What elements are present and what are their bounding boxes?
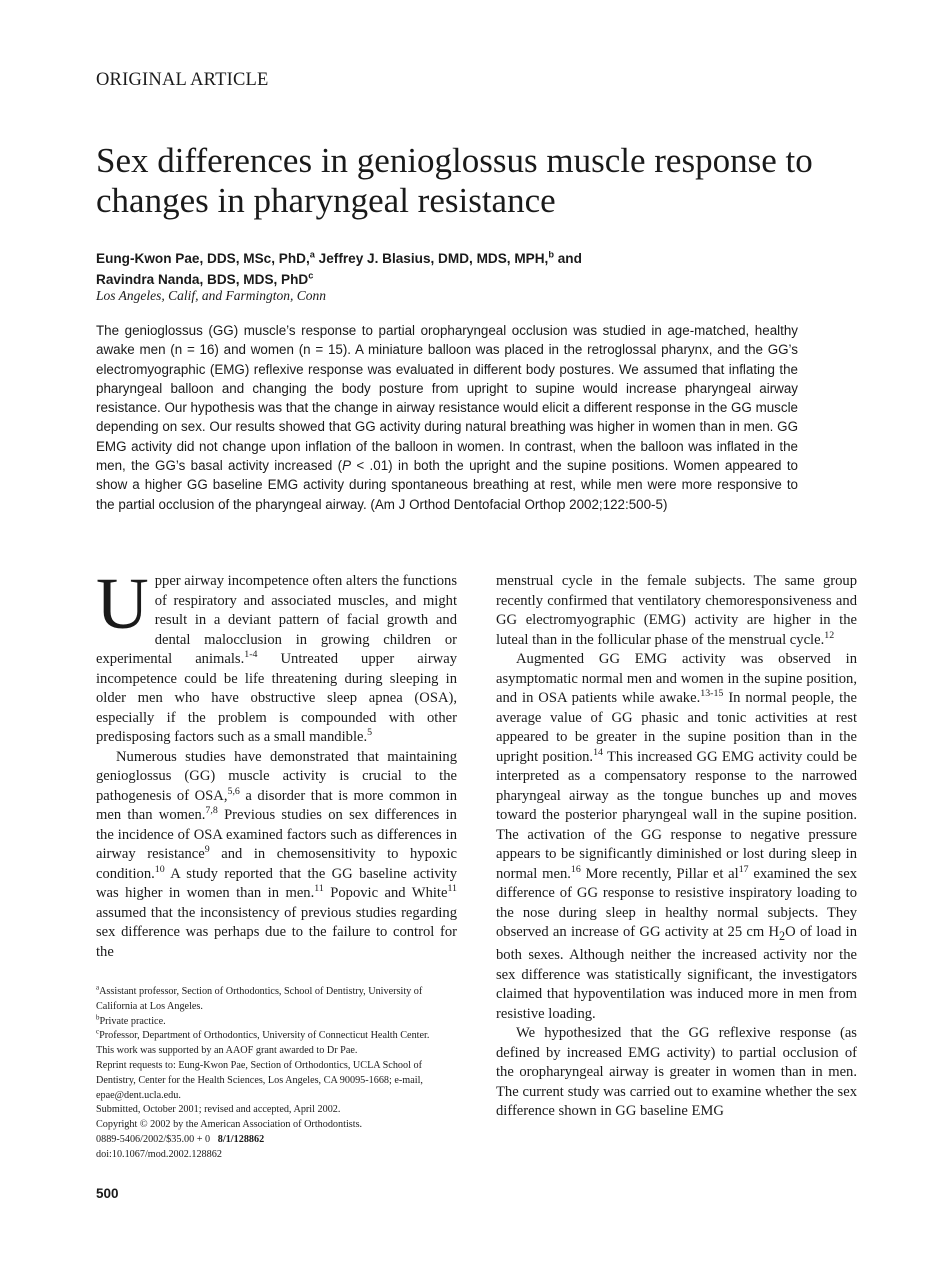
paragraph-text: and in chemosensitivity to hypoxic condition. [96, 846, 458, 882]
footnote-mark: a [96, 984, 100, 992]
author-blasius[interactable]: Jeffrey J. Blasius, DMD, MDS, MPH, [318, 251, 549, 266]
footnote-mark: b [96, 1014, 100, 1022]
body-paragraph [96, 563, 458, 748]
issn-text: 0889-5406/2002/$35.00 + 0 [96, 1133, 211, 1145]
paragraph-text: This increased GG EMG activity could be interpreted as a compensatory response to the narrowed pharyngeal airway as the tongue bunches up and moves toward the posterior pharyngeal wall in the supine position. The activation of the GG response to negative pressure appears to be significantly diminished or lost during sleep in normal men. [496, 748, 858, 882]
doi-line[interactable]: doi:10.1067/mod.2002.128862 [96, 1148, 222, 1160]
footnote-text: Assistant professor, Section of Orthodontics, School of Dentistry, University of California at Los Angeles. [96, 986, 423, 1012]
paragraph-text: Numerous studies have demonstrated that maintaining genioglossus (GG) muscle activity is crucial to the pathogenesis of OSA, [96, 748, 457, 804]
body-paragraph [496, 1024, 857, 1122]
abstract-text: The genioglossus (GG) muscle’s response to partial oropharyngeal occlusion was studied in age-matched, healthy awake men (n = 16) and women (n = 15). A miniature balloon was placed in the retroglossal pharynx, and the GG’s electromyographic (EMG) reflexive response was evaluated in different body postures. We assumed that inflating the pharyngeal balloon and changing the body posture from upright to supine would increase pharyngeal airway resistance. Our hypothesis was that the change in airway resistance would elicit a different response in the GG muscle depending on sex. Our results showed that GG activity during natural breathing was higher in women than in men. GG EMG activity did not change upon inflation of the balloon in women. In contrast, when the balloon was inflated in the men, the GG’s basal activity increased ( [96, 323, 798, 474]
footnote-a [96, 985, 458, 1015]
article-title: Sex differences in genioglossus muscle response to changes in pharyngeal resistance [96, 141, 813, 220]
author-nanda[interactable]: Ravindra Nanda, BDS, MDS, PhD [96, 272, 309, 287]
author-affiliation-mark: a [309, 249, 315, 260]
drop-cap: U [96, 563, 149, 644]
citation-ref[interactable]: 5 [367, 727, 373, 739]
section-label: ORIGINAL ARTICLE [96, 70, 269, 90]
body-paragraph [496, 650, 857, 1024]
paragraph-text: pper airway incompetence often alters the functions of respiratory and associated muscles, and might result in a deviant pattern of facial growth and dental malocclusion in growing children or experimental animals. [96, 573, 458, 667]
copyright-note: Copyright © 2002 by the American Association of Orthodontists. [96, 1119, 363, 1131]
author-conjunction: and [557, 251, 582, 266]
body-column-right [496, 572, 857, 1122]
paragraph-text: Untreated upper airway incompetence could be life threatening during sleeping in older men who have obstructive sleep apnea (OSA), especially if the problem is compounded with other predisposing factors such as a small mandible. [96, 651, 457, 745]
issn-line [96, 1133, 458, 1148]
footnote-mark: c [96, 1029, 100, 1036]
abstract-text: < .01) in both the upright and the supine positions. Women appeared to show a higher GG baseline EMG activity during spontaneous breathing at rest, while men were more responsive to the partial occlusion of the pharyngeal airway. (Am J Orthod Dentofacial Orthop 2002;122:500-5) [96, 458, 799, 512]
citation-ref[interactable]: 9 [204, 844, 210, 856]
body-paragraph [496, 572, 857, 650]
citation-ref[interactable]: 5,6 [227, 785, 240, 797]
footnote-text: Professor, Department of Orthodontics, University of Connecticut Health Center. [99, 1030, 430, 1042]
citation-ref[interactable]: 12 [824, 629, 835, 641]
author-affiliation-mark: b [548, 249, 554, 260]
body-paragraph [96, 748, 457, 963]
author-affiliation-mark: c [308, 270, 314, 281]
paragraph-text: Augmented GG EMG activity was observed in asymptomatic normal men and women in the supine position, and in OSA patients while awake. [496, 651, 857, 706]
reprint-note: Reprint requests to: Eung-Kwon Pae, Section of Orthodontics, UCLA School of Dentistry, Center for the Health Sciences, Los Angeles, CA 90095-1668; e-mail, epae@dent.ucla.edu. [96, 1059, 423, 1101]
abstract [96, 321, 798, 514]
citation-ref[interactable]: 14 [593, 746, 603, 758]
paragraph-text: a disorder that is more common in men than women. [96, 787, 457, 823]
citation-ref[interactable]: 1-4 [244, 649, 258, 661]
issn-code: 8/1/128862 [217, 1133, 265, 1145]
citation-ref[interactable]: 11 [447, 883, 457, 895]
submission-dates: Submitted, October 2001; revised and accepted, April 2002. [96, 1104, 341, 1116]
paragraph-text: Previous studies on sex differences in the incidence of OSA examined factors such as differences in airway resistance [96, 807, 457, 862]
paragraph-text: Popovic and White [323, 885, 448, 901]
funding-note: This work was supported by an AAOF grant awarded to Dr Pae. [96, 1045, 358, 1057]
footnote-c [96, 1029, 458, 1044]
author-list [96, 248, 856, 290]
footnote-text: Private practice. [99, 1015, 166, 1027]
footnotes [96, 985, 458, 1163]
paragraph-text: We hypothesized that the GG reflexive response (as defined by increased EMG activity) to partial occlusion of the oropharyngeal airway is greater in women than in men. The current study was carried out to examine whether the sex difference shown in GG baseline EMG [496, 1025, 857, 1120]
author-locations: Los Angeles, Calif, and Farmington, Conn [96, 288, 327, 303]
page-number: 500 [96, 1186, 119, 1201]
paragraph-text: assumed that the inconsistency of previous studies regarding sex difference was perhaps due to the failure to control for the [96, 904, 457, 960]
citation-ref[interactable]: 7,8 [205, 805, 218, 817]
citation-ref[interactable]: 11 [314, 883, 324, 895]
paragraph-text: menstrual cycle in the female subjects. The same group recently confirmed that ventilatory chemoresponsiveness and GG electromyographic (EMG) activity are higher in the luteal than in the follicular phase of the menstrual cycle. [496, 573, 857, 648]
citation-ref[interactable]: 17 [738, 863, 749, 875]
footnote-b [96, 1015, 458, 1030]
citation-ref[interactable]: 10 [154, 863, 165, 875]
author-pae[interactable]: Eung-Kwon Pae, DDS, MSc, PhD, [96, 251, 310, 266]
body-column-left [96, 563, 458, 962]
paragraph-text: A study reported that the GG baseline activity was higher in women than in men. [96, 865, 457, 901]
p-value-symbol: P [342, 458, 352, 474]
subscript: 2 [779, 928, 786, 943]
paragraph-text: More recently, Pillar et al [580, 865, 739, 882]
paragraph-text: In normal people, the average value of GG phasic and tonic activities at rest appeared to be greater in the supine position than in the upright position. [496, 690, 857, 765]
paragraph-text: O of load in both sexes. Although neither the increased activity nor the sex difference was statistically significant, the investigators claimed that hypoventilation was induced more in men from resistive loading. [496, 924, 857, 1022]
citation-ref[interactable]: 16 [570, 863, 581, 875]
paragraph-text: examined the sex difference of GG response to resistive inspiratory loading to the nose during sleep in healthy normal subjects. They observed an increase of GG activity at 25 cm H [496, 865, 857, 940]
citation-ref[interactable]: 13-15 [700, 688, 724, 700]
